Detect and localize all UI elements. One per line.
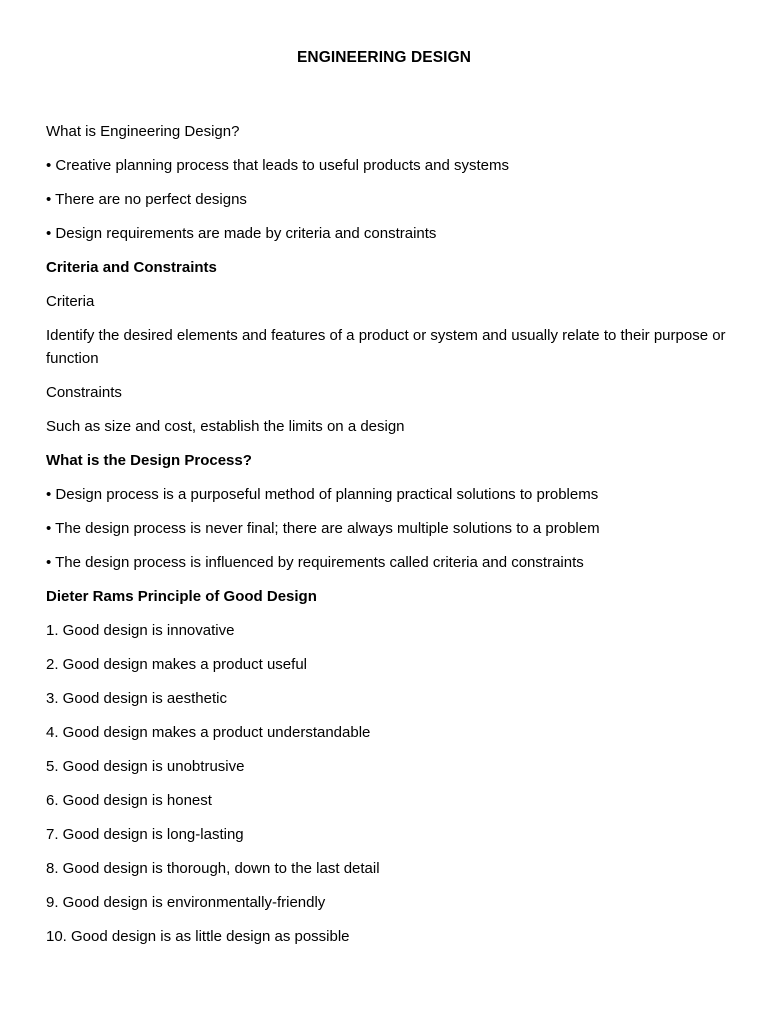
paragraph: Identify the desired elements and features of a product or system and usually relate to their purpose or function bbox=[46, 327, 726, 367]
paragraph: • The design process is never final; there are always multiple solutions to a problem bbox=[46, 520, 600, 537]
paragraph: Constraints bbox=[46, 384, 122, 401]
paragraph: 5. Good design is unobtrusive bbox=[46, 758, 245, 775]
paragraph: • The design process is influenced by requirements called criteria and constraints bbox=[46, 554, 584, 571]
paragraph: 2. Good design makes a product useful bbox=[46, 656, 307, 673]
section-heading: Dieter Rams Principle of Good Design bbox=[46, 588, 317, 605]
paragraph: 7. Good design is long-lasting bbox=[46, 826, 244, 843]
paragraph: • Design process is a purposeful method of planning practical solutions to problems bbox=[46, 486, 599, 503]
paragraph: 3. Good design is aesthetic bbox=[46, 690, 227, 707]
document-title: ENGINEERING DESIGN bbox=[296, 49, 472, 66]
paragraph: 8. Good design is thorough, down to the last detail bbox=[46, 860, 380, 877]
paragraph: 1. Good design is innovative bbox=[46, 622, 235, 639]
paragraph: Criteria bbox=[46, 293, 95, 310]
paragraph: • Creative planning process that leads to useful products and systems bbox=[46, 157, 510, 174]
document-body bbox=[46, 120, 726, 959]
section-heading: What is the Design Process? bbox=[46, 452, 252, 469]
paragraph: 10. Good design is as little design as possible bbox=[46, 928, 350, 945]
paragraph: 4. Good design makes a product understandable bbox=[46, 724, 371, 741]
paragraph: • Design requirements are made by criteria and constraints bbox=[46, 225, 437, 242]
paragraph: 9. Good design is environmentally-friendly bbox=[46, 894, 326, 911]
paragraph: 6. Good design is honest bbox=[46, 792, 212, 809]
paragraph: What is Engineering Design? bbox=[46, 123, 240, 140]
paragraph: • There are no perfect designs bbox=[46, 191, 247, 208]
section-heading: Criteria and Constraints bbox=[46, 259, 217, 276]
paragraph: Such as size and cost, establish the limits on a design bbox=[46, 418, 405, 435]
